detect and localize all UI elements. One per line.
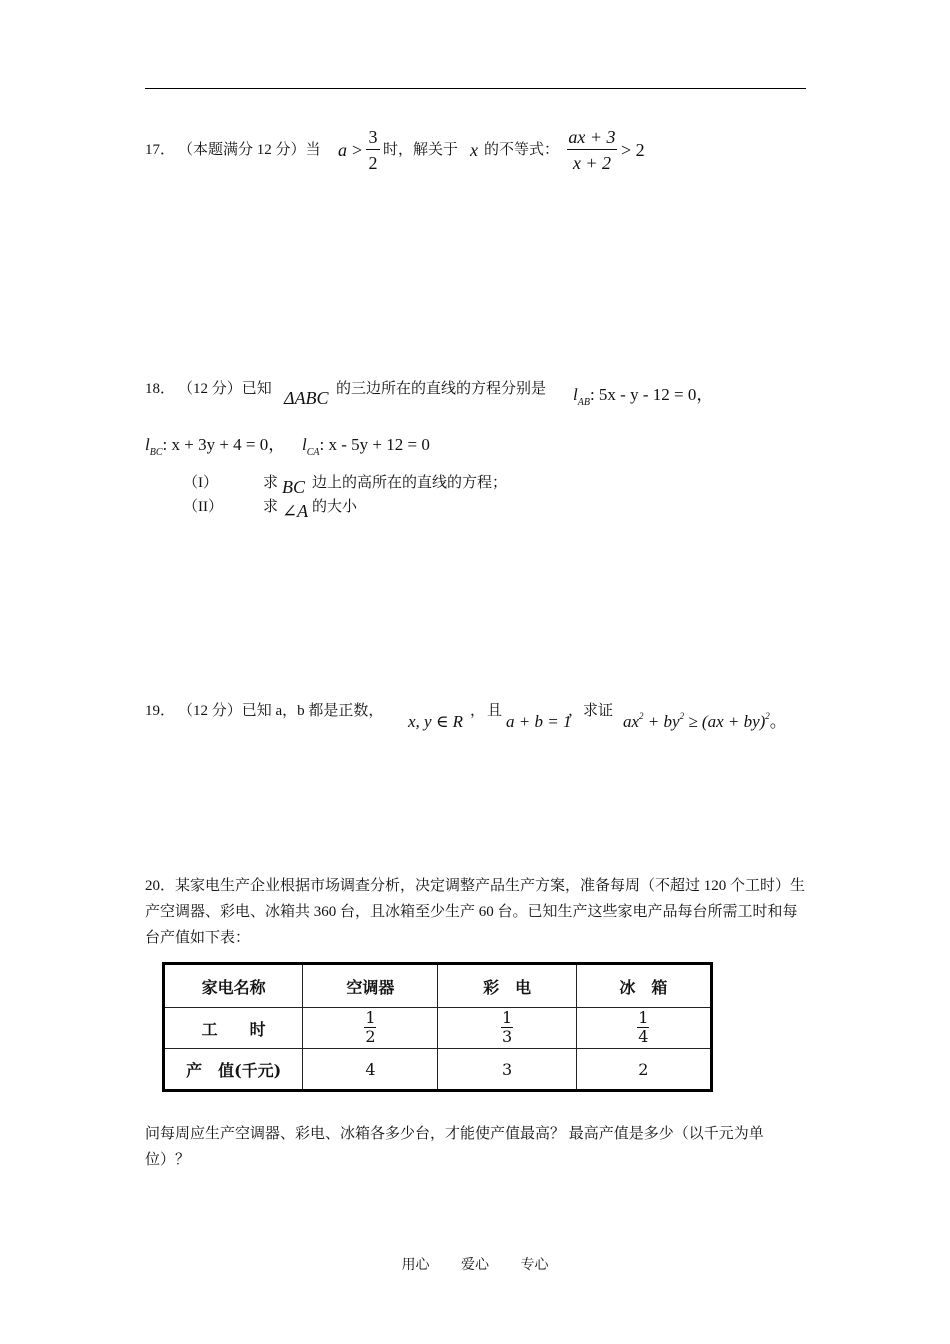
q19-sup-3: 2	[765, 711, 770, 721]
q17-ineq-rhs: > 2	[621, 140, 645, 160]
table-cell-hours	[303, 1008, 438, 1049]
q18-part2-pre: 求	[263, 499, 279, 515]
q18-mid: 的三边所在的直线的方程分别是	[336, 381, 547, 397]
hours-num: 1	[502, 1008, 513, 1027]
q20-question: 问每周应生产空调器、彩电、冰箱各多少台，才能使产值最高？ 最高产值是多少（以千元为单位）？	[145, 1126, 764, 1168]
q17-gt: >	[352, 140, 363, 160]
q19-and: 且	[487, 703, 503, 719]
table-cell-hours	[438, 1008, 576, 1049]
q18-l-ca: l	[302, 435, 307, 454]
table-header-cell: 冰 箱	[576, 964, 711, 1008]
table-header-cell: 彩 电	[438, 964, 576, 1008]
q19-sup-2: 2	[679, 711, 685, 721]
q19-mid: + by	[643, 712, 680, 731]
q18-comma-2: ，	[268, 435, 286, 454]
footer-text: 爱心	[461, 1258, 489, 1273]
table-row-label: 工 时	[164, 1008, 303, 1049]
q17-fraction	[366, 128, 380, 172]
table-row-value	[164, 1049, 712, 1091]
header-rule	[145, 88, 806, 89]
q18-eq-ca: : x - 5y + 12 = 0	[319, 435, 430, 454]
table-header-row	[164, 964, 712, 1008]
q18-line-ab	[573, 385, 714, 408]
q18-prefix: （12 分）已知	[178, 381, 272, 397]
hours-den: 4	[638, 1027, 649, 1046]
q17-ineq-den: x + 2	[572, 153, 612, 173]
q19-lhs: ax	[623, 712, 640, 731]
q17-ineq-num: ax + 3	[568, 127, 616, 147]
q18-eq-bc: : x + 3y + 4 = 0	[162, 435, 269, 454]
hours-den: 2	[365, 1027, 376, 1046]
q18-part2-post: 的大小	[312, 499, 358, 515]
q18-line-ca	[302, 435, 430, 458]
footer-text: 专心	[520, 1258, 549, 1273]
hours-num: 1	[638, 1008, 649, 1027]
q17-var-a: a	[338, 140, 347, 160]
q17-inequality	[567, 128, 617, 172]
q18-sub-ca: CA	[306, 447, 320, 458]
q18-part2-label: （II）	[183, 499, 223, 515]
q19-prove: ，求证	[568, 703, 614, 719]
q18-part2-math: ∠A	[282, 501, 309, 521]
q18-eq-ab: : 5x - y - 12 = 0	[589, 385, 697, 404]
q18-comma-1: ，	[696, 385, 714, 404]
footer-text: 用心	[401, 1258, 430, 1273]
table-header-cell: 空调器	[303, 964, 438, 1008]
table-cell-value: 4	[303, 1049, 438, 1091]
q18-part1-post: 边上的高所在的直线的方程；	[312, 475, 508, 491]
q17-var-x: x	[470, 140, 478, 160]
q18-part1-pre: 求	[263, 475, 279, 491]
q18-part1-label: （I）	[183, 475, 218, 491]
q20-intro: 20．某家电生产企业根据市场调查分析，决定调整产品生产方案，准备每周（不超过 120 个工时）生产空调器、彩电、冰箱共 360 台，且冰箱至少生产 60 台。已知生产这些家电产品每台所需工时和每台产值如下表：	[145, 878, 806, 946]
hours-num: 1	[365, 1008, 376, 1027]
q19-cond: a + b = 1	[506, 712, 572, 731]
table-cell-hours	[576, 1008, 711, 1049]
q18-line-bc	[145, 435, 286, 458]
q17-frac-den: 2	[368, 153, 378, 173]
q17-number: 17．	[145, 142, 176, 158]
q18-number: 18．	[145, 381, 176, 397]
q19-number: 19．	[145, 703, 176, 719]
table-cell-value: 3	[438, 1049, 576, 1091]
table-cell-value: 2	[576, 1049, 711, 1091]
q18-l-ab: l	[573, 385, 578, 404]
q19-prefix: （12 分）已知 a，b 都是正数，	[178, 703, 384, 719]
q18-triangle: ΔABC	[284, 388, 329, 408]
q17-frac-num: 3	[368, 127, 378, 147]
table-row-label: 产 值(千元)	[164, 1049, 303, 1091]
q18-sub-ab: AB	[577, 397, 590, 408]
q17-suffix: 的不等式：	[484, 142, 560, 158]
q19-comma: ，	[470, 703, 486, 719]
page-footer	[0, 1254, 950, 1274]
q19-inequality	[623, 713, 787, 730]
q17-mid: 时，解关于	[383, 142, 459, 158]
q18-sub-bc: BC	[149, 447, 163, 458]
table-row-hours	[164, 1008, 712, 1049]
hours-den: 3	[502, 1027, 513, 1046]
q18-part1-math: BC	[282, 477, 306, 497]
q17-prefix: （本题满分 12 分）当	[178, 142, 321, 158]
q19-end: 。	[769, 712, 787, 731]
q20-table	[162, 962, 713, 1092]
q19-xy: x, y ∈ R	[408, 712, 464, 731]
q18-l-bc: l	[145, 435, 150, 454]
table-header-cell: 家电名称	[164, 964, 303, 1008]
q19-sup-1: 2	[639, 711, 644, 721]
q19-geq: ≥ (ax + by)	[684, 712, 766, 731]
